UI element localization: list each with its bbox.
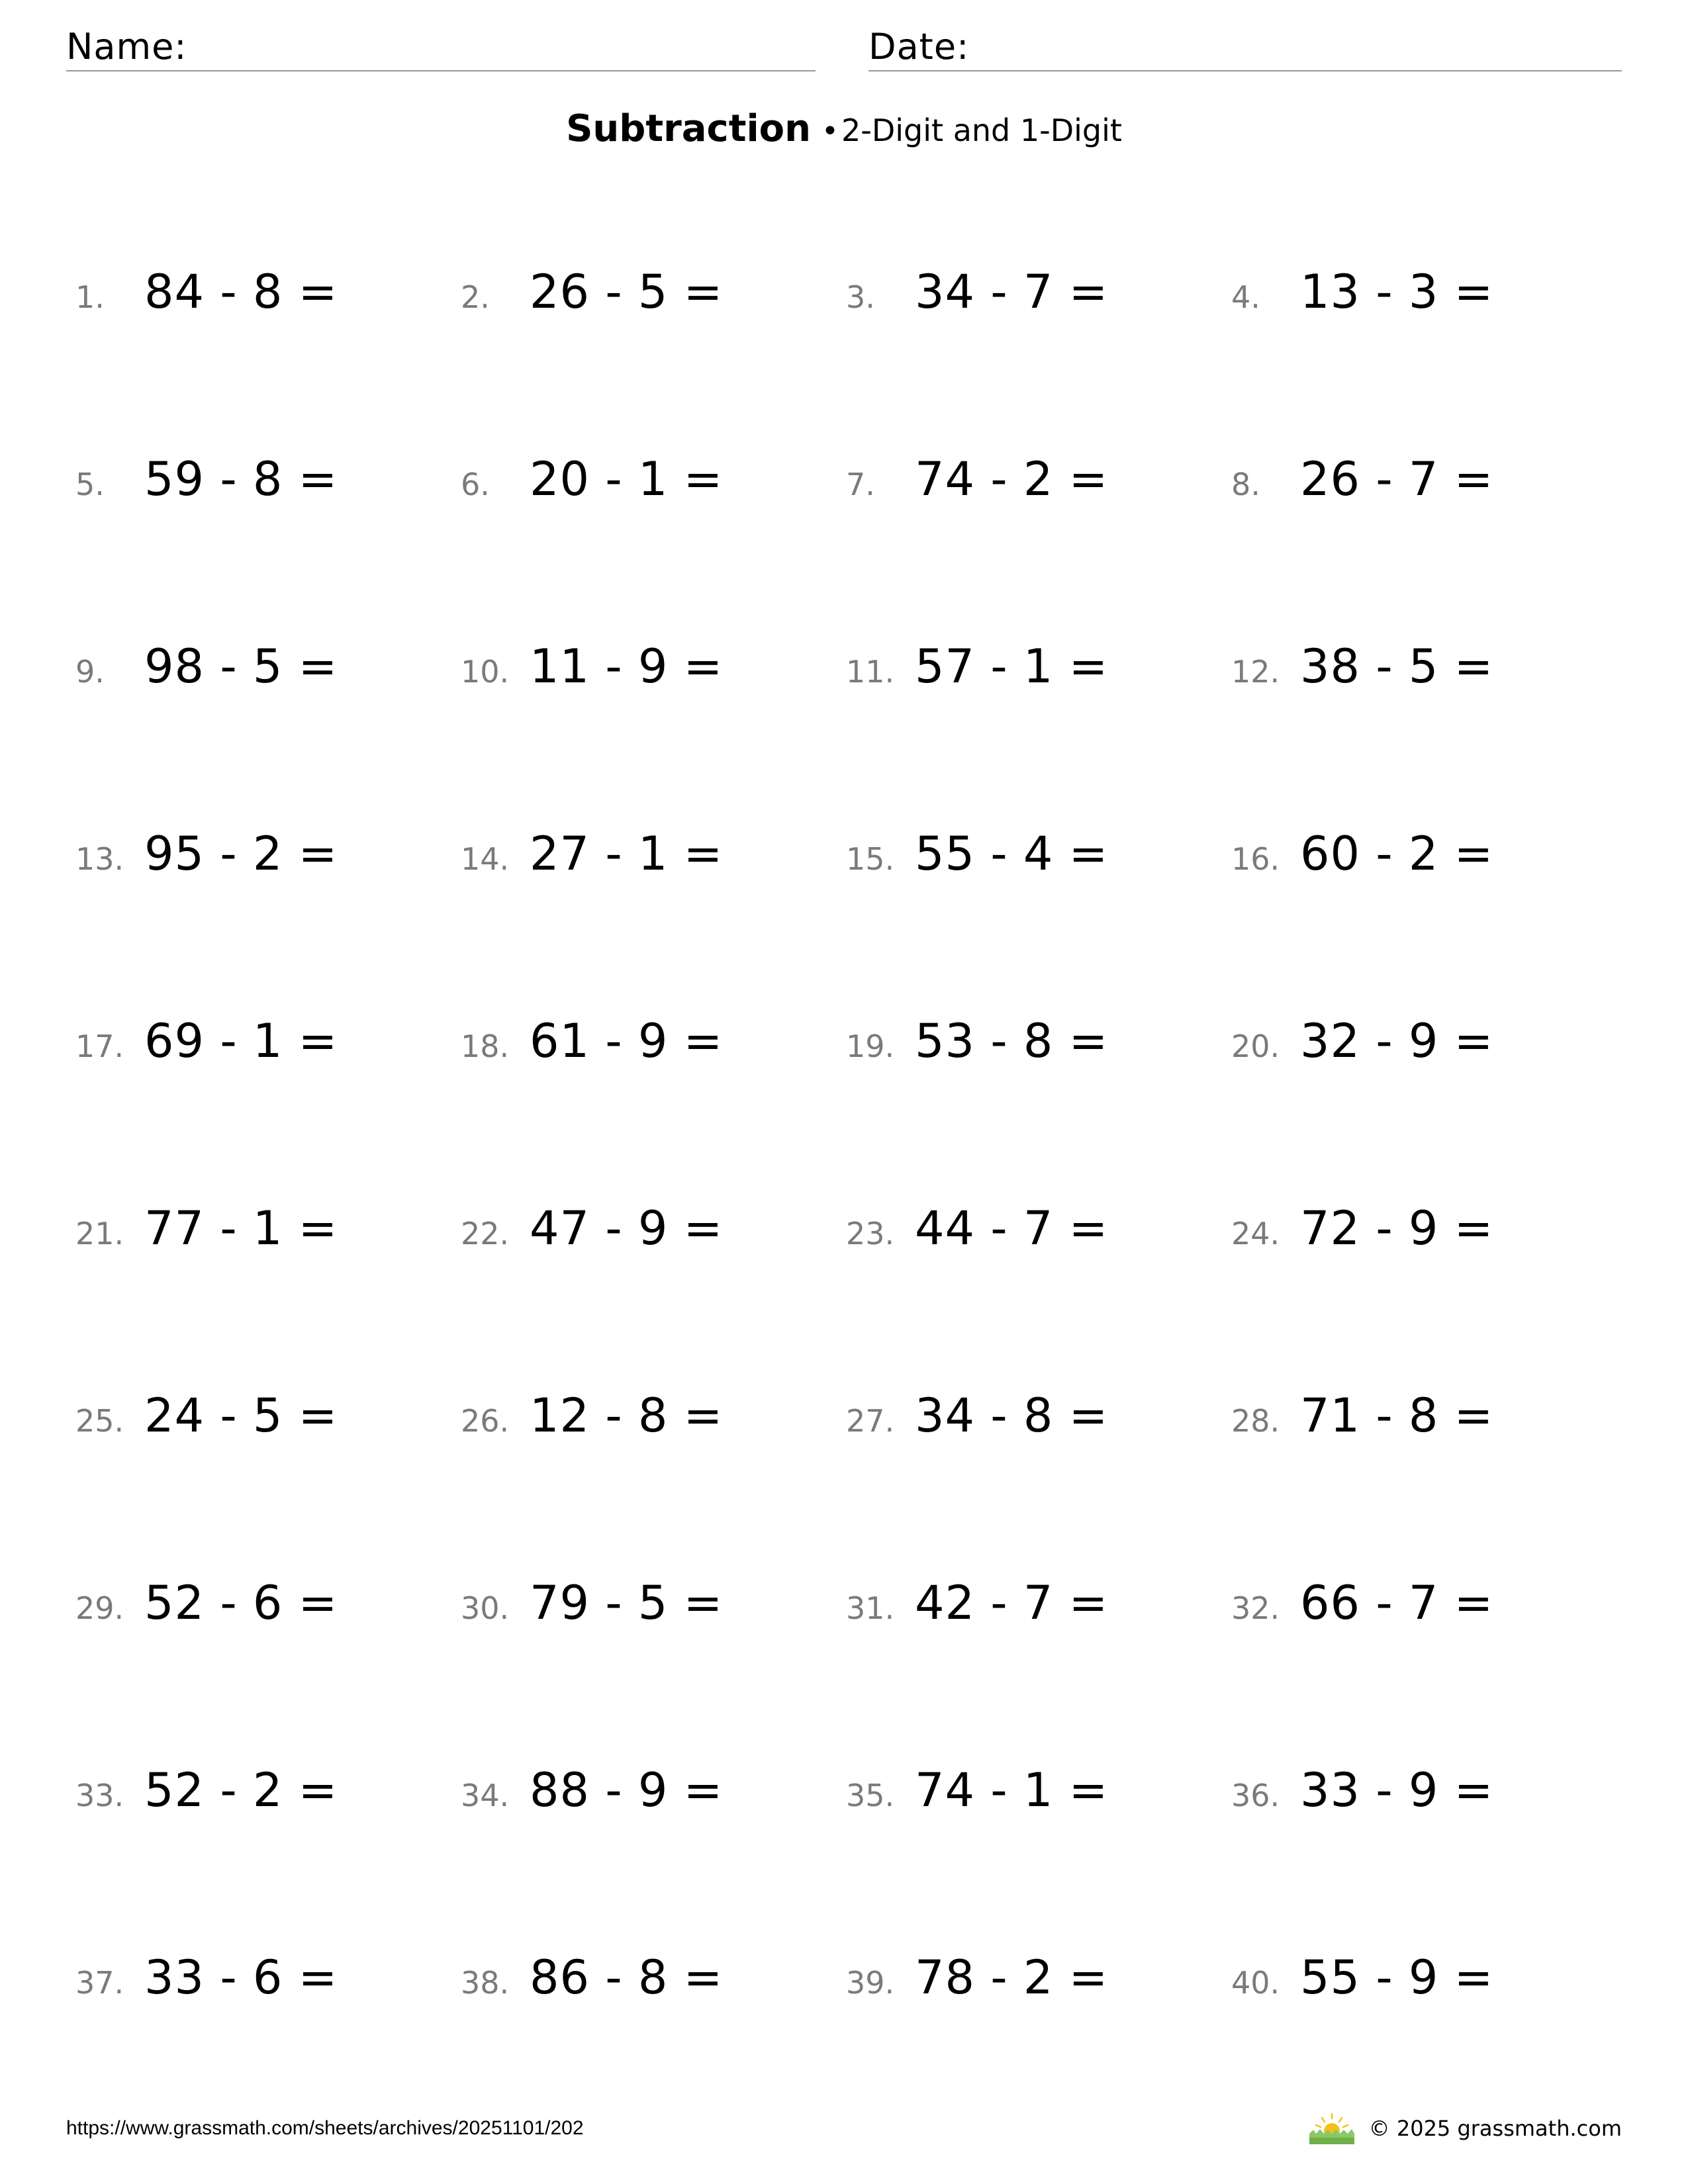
problem-number: 22. — [461, 1216, 510, 1251]
problem-number: 12. — [1231, 654, 1280, 690]
problem-item — [846, 1386, 1108, 1445]
problem-number: 1. — [75, 279, 105, 315]
problem-number: 9. — [75, 654, 105, 690]
problem-number: 37. — [75, 1965, 124, 2001]
problem-number: 27. — [846, 1403, 895, 1439]
problem-item — [75, 1199, 338, 1258]
footer-brand — [1308, 2111, 1622, 2146]
problem-number: 6. — [461, 467, 490, 502]
problem-item — [1231, 1386, 1493, 1445]
problem-item — [461, 1199, 723, 1258]
problem-item — [461, 262, 723, 322]
problem-expression: 44 - 7 = — [915, 1201, 1109, 1255]
problem-expression: 95 - 2 = — [144, 827, 338, 881]
problem-number: 35. — [846, 1778, 895, 1813]
problem-number: 7. — [846, 467, 875, 502]
problem-item — [1231, 1948, 1493, 2007]
problem-number: 30. — [461, 1590, 510, 1626]
problem-number: 5. — [75, 467, 105, 502]
problem-number: 11. — [846, 654, 895, 690]
problem-item — [846, 1199, 1108, 1258]
problem-expression: 52 - 2 = — [144, 1763, 338, 1817]
problem-item — [846, 1011, 1108, 1071]
problem-item — [1231, 262, 1493, 322]
problem-item — [461, 1011, 723, 1071]
problem-number: 21. — [75, 1216, 124, 1251]
problem-expression: 12 - 8 = — [530, 1388, 724, 1443]
problem-number: 25. — [75, 1403, 124, 1439]
name-label: Name: — [66, 26, 187, 68]
problem-expression: 59 - 8 = — [144, 452, 338, 506]
problem-expression: 77 - 1 = — [144, 1201, 338, 1255]
problem-item — [461, 1573, 723, 1633]
problem-number: 8. — [1231, 467, 1260, 502]
problem-expression: 32 - 9 = — [1300, 1014, 1494, 1068]
problem-number: 28. — [1231, 1403, 1280, 1439]
problem-item — [846, 637, 1108, 696]
problem-item — [846, 1760, 1108, 1820]
problem-number: 29. — [75, 1590, 124, 1626]
problem-number: 33. — [75, 1778, 124, 1813]
problem-expression: 66 - 7 = — [1300, 1576, 1494, 1630]
problem-expression: 57 - 1 = — [915, 639, 1109, 694]
problem-item — [75, 262, 338, 322]
problem-number: 31. — [846, 1590, 895, 1626]
problem-item — [461, 449, 723, 509]
problem-expression: 52 - 6 = — [144, 1576, 338, 1630]
problem-expression: 38 - 5 = — [1300, 639, 1494, 694]
problem-number: 36. — [1231, 1778, 1280, 1813]
problem-item — [1231, 824, 1493, 884]
problem-number: 17. — [75, 1028, 124, 1064]
problem-expression: 74 - 1 = — [915, 1763, 1109, 1817]
problem-expression: 20 - 1 = — [530, 452, 724, 506]
problem-expression: 71 - 8 = — [1300, 1388, 1494, 1443]
problem-item — [75, 1011, 338, 1071]
problem-expression: 74 - 2 = — [915, 452, 1109, 506]
problem-number: 4. — [1231, 279, 1260, 315]
problem-number: 24. — [1231, 1216, 1280, 1251]
problem-number: 3. — [846, 279, 875, 315]
problem-expression: 55 - 9 = — [1300, 1950, 1494, 2005]
problem-number: 14. — [461, 841, 510, 877]
problem-expression: 34 - 8 = — [915, 1388, 1109, 1443]
problem-number: 15. — [846, 841, 895, 877]
problem-item — [1231, 449, 1493, 509]
worksheet-title — [0, 106, 1688, 161]
problem-expression: 72 - 9 = — [1300, 1201, 1494, 1255]
footer-url[interactable]: https://www.grassmath.com/sheets/archives/20251101/202 — [66, 2117, 584, 2139]
problem-item — [75, 1948, 338, 2007]
problem-item — [846, 1573, 1108, 1633]
problem-expression: 26 - 5 = — [530, 265, 724, 319]
problem-number: 10. — [461, 654, 510, 690]
problem-expression: 60 - 2 = — [1300, 827, 1494, 881]
problem-expression: 42 - 7 = — [915, 1576, 1109, 1630]
title-main: Subtraction — [566, 107, 812, 150]
problem-expression: 11 - 9 = — [530, 639, 724, 694]
problem-number: 2. — [461, 279, 490, 315]
date-field[interactable] — [868, 24, 1622, 71]
problem-item — [1231, 1760, 1493, 1820]
problem-number: 39. — [846, 1965, 895, 2001]
problem-expression: 69 - 1 = — [144, 1014, 338, 1068]
problem-expression: 47 - 9 = — [530, 1201, 724, 1255]
problem-number: 19. — [846, 1028, 895, 1064]
title-bullet: • — [821, 114, 839, 148]
problem-item — [461, 1760, 723, 1820]
problem-number: 20. — [1231, 1028, 1280, 1064]
problem-item — [75, 637, 338, 696]
problem-expression: 26 - 7 = — [1300, 452, 1494, 506]
title-subtitle: 2-Digit and 1-Digit — [841, 113, 1122, 148]
problem-number: 16. — [1231, 841, 1280, 877]
problem-item — [461, 1948, 723, 2007]
problem-expression: 33 - 6 = — [144, 1950, 338, 2005]
problem-expression: 27 - 1 = — [530, 827, 724, 881]
copyright-text: © 2025 grassmath.com — [1368, 2116, 1622, 2141]
problem-expression: 24 - 5 = — [144, 1388, 338, 1443]
problem-item — [75, 824, 338, 884]
problem-number: 18. — [461, 1028, 510, 1064]
problem-expression: 55 - 4 = — [915, 827, 1109, 881]
problem-number: 26. — [461, 1403, 510, 1439]
problem-expression: 33 - 9 = — [1300, 1763, 1494, 1817]
problem-item — [846, 262, 1108, 322]
name-field[interactable] — [66, 24, 816, 71]
problem-number: 38. — [461, 1965, 510, 2001]
problem-item — [75, 1386, 338, 1445]
problem-expression: 13 - 3 = — [1300, 265, 1494, 319]
problem-expression: 88 - 9 = — [530, 1763, 724, 1817]
problem-item — [1231, 1011, 1493, 1071]
problem-item — [75, 449, 338, 509]
problem-expression: 53 - 8 = — [915, 1014, 1109, 1068]
problem-expression: 61 - 9 = — [530, 1014, 724, 1068]
problem-item — [846, 449, 1108, 509]
problem-item — [846, 1948, 1108, 2007]
problem-number: 13. — [75, 841, 124, 877]
problem-expression: 98 - 5 = — [144, 639, 338, 694]
problem-expression: 79 - 5 = — [530, 1576, 724, 1630]
problem-expression: 34 - 7 = — [915, 265, 1109, 319]
problem-item — [1231, 1199, 1493, 1258]
problem-expression: 78 - 2 = — [915, 1950, 1109, 2005]
sun-over-grass-icon — [1308, 2111, 1356, 2146]
problem-item — [846, 824, 1108, 884]
problem-expression: 84 - 8 = — [144, 265, 338, 319]
problem-number: 34. — [461, 1778, 510, 1813]
problem-item — [75, 1573, 338, 1633]
problem-expression: 86 - 8 = — [530, 1950, 724, 2005]
problem-item — [1231, 1573, 1493, 1633]
problem-number: 32. — [1231, 1590, 1280, 1626]
problem-item — [461, 637, 723, 696]
problem-number: 23. — [846, 1216, 895, 1251]
problem-item — [461, 824, 723, 884]
problem-number: 40. — [1231, 1965, 1280, 2001]
problem-item — [1231, 637, 1493, 696]
problem-item — [75, 1760, 338, 1820]
date-label: Date: — [868, 26, 970, 68]
problem-item — [461, 1386, 723, 1445]
